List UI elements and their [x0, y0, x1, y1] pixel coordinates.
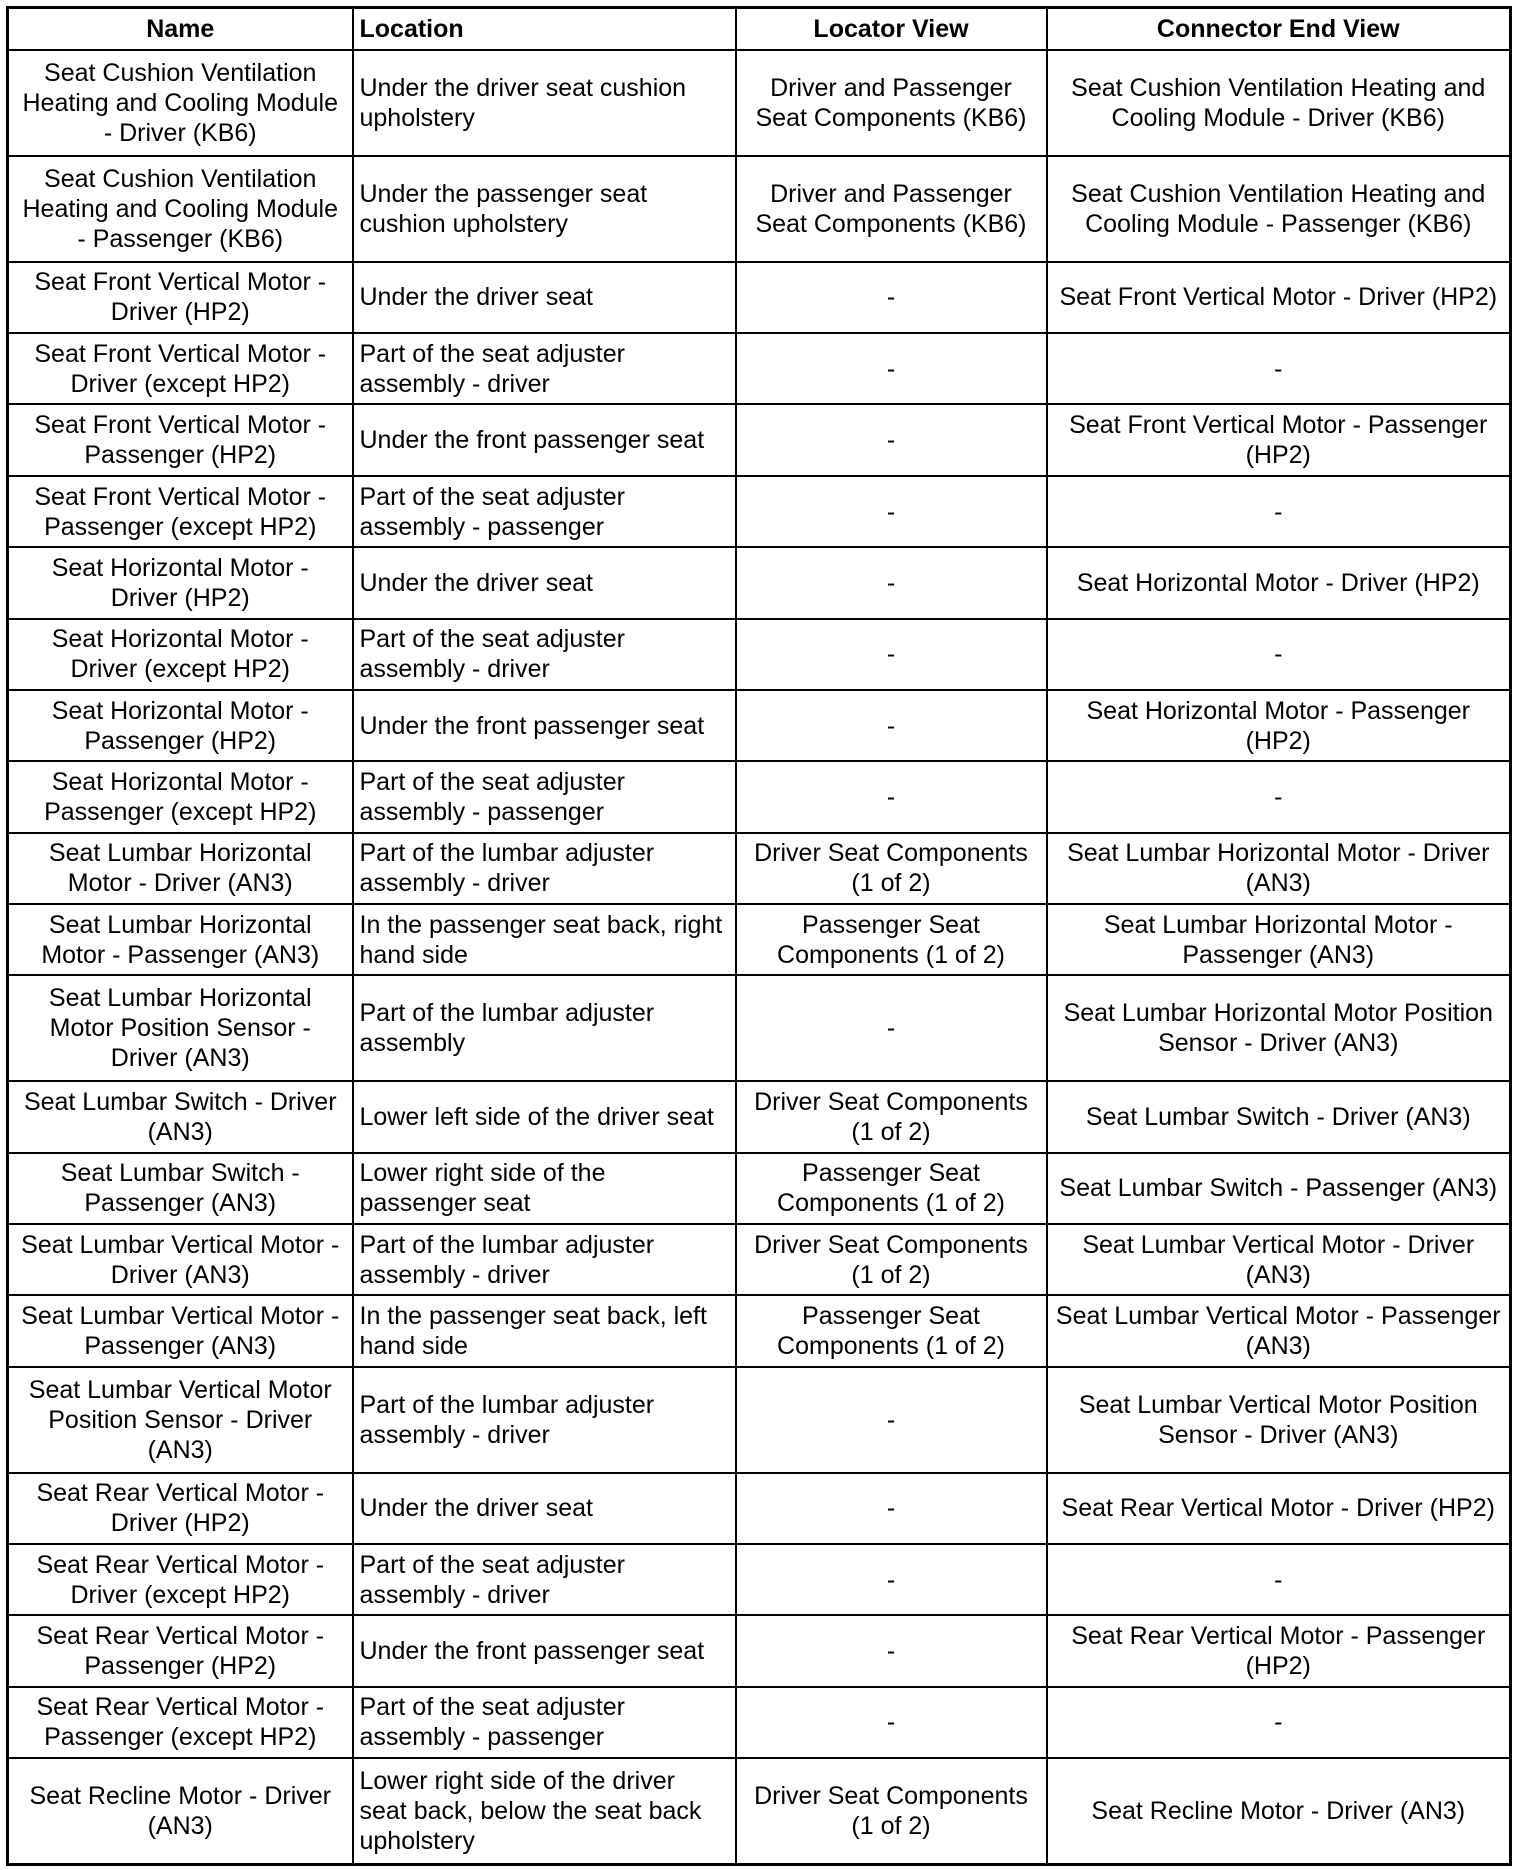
table-row [8, 690, 1511, 761]
cell-locator-view: - [736, 476, 1047, 547]
table-row [8, 761, 1511, 832]
cell-name: Seat Horizontal Motor - Passenger (HP2) [8, 690, 353, 761]
cell-locator-view: - [736, 690, 1047, 761]
cell-connector-end-view: Seat Recline Motor - Driver (AN3) [1047, 1758, 1511, 1865]
cell-location: Part of the lumbar adjuster assembly - driver [353, 833, 736, 904]
cell-name: Seat Lumbar Switch - Driver (AN3) [8, 1081, 353, 1152]
cell-name: Seat Lumbar Vertical Motor - Passenger (AN3) [8, 1295, 353, 1366]
cell-location: Under the front passenger seat [353, 690, 736, 761]
cell-locator-view: - [736, 619, 1047, 690]
component-locator-table [6, 6, 1512, 1866]
cell-locator-view: Driver and Passenger Seat Components (KB6) [736, 156, 1047, 262]
cell-location: Under the passenger seat cushion upholstery [353, 156, 736, 262]
cell-locator-view: - [736, 404, 1047, 475]
table-row [8, 1224, 1511, 1295]
cell-connector-end-view: Seat Lumbar Switch - Passenger (AN3) [1047, 1153, 1511, 1224]
cell-connector-end-view: Seat Cushion Ventilation Heating and Cooling Module - Passenger (KB6) [1047, 156, 1511, 262]
table-row [8, 262, 1511, 333]
cell-locator-view: Passenger Seat Components (1 of 2) [736, 1295, 1047, 1366]
cell-locator-view: Passenger Seat Components (1 of 2) [736, 904, 1047, 975]
cell-connector-end-view: - [1047, 1544, 1511, 1615]
cell-connector-end-view: Seat Front Vertical Motor - Passenger (HP2) [1047, 404, 1511, 475]
cell-locator-view: - [736, 975, 1047, 1081]
cell-name: Seat Rear Vertical Motor - Driver (HP2) [8, 1473, 353, 1544]
cell-connector-end-view: - [1047, 1687, 1511, 1758]
cell-locator-view: - [736, 1367, 1047, 1473]
cell-locator-view: Driver Seat Components (1 of 2) [736, 1758, 1047, 1865]
cell-location: In the passenger seat back, right hand side [353, 904, 736, 975]
cell-name: Seat Lumbar Horizontal Motor - Passenger (AN3) [8, 904, 353, 975]
table-row [8, 1544, 1511, 1615]
cell-connector-end-view: Seat Cushion Ventilation Heating and Cooling Module - Driver (KB6) [1047, 50, 1511, 156]
cell-location: Part of the lumbar adjuster assembly - driver [353, 1367, 736, 1473]
cell-location: Part of the lumbar adjuster assembly [353, 975, 736, 1081]
cell-name: Seat Lumbar Horizontal Motor Position Sensor - Driver (AN3) [8, 975, 353, 1081]
cell-connector-end-view: Seat Lumbar Vertical Motor Position Sensor - Driver (AN3) [1047, 1367, 1511, 1473]
cell-connector-end-view: Seat Front Vertical Motor - Driver (HP2) [1047, 262, 1511, 333]
cell-location: Under the front passenger seat [353, 1615, 736, 1686]
cell-location: In the passenger seat back, left hand side [353, 1295, 736, 1366]
cell-name: Seat Cushion Ventilation Heating and Cooling Module - Driver (KB6) [8, 50, 353, 156]
cell-connector-end-view: - [1047, 619, 1511, 690]
table-row [8, 50, 1511, 156]
cell-name: Seat Front Vertical Motor - Passenger (HP2) [8, 404, 353, 475]
table-row [8, 1153, 1511, 1224]
cell-location: Under the driver seat cushion upholstery [353, 50, 736, 156]
cell-location: Lower left side of the driver seat [353, 1081, 736, 1152]
table-row [8, 1295, 1511, 1366]
cell-name: Seat Front Vertical Motor - Passenger (except HP2) [8, 476, 353, 547]
table-row [8, 547, 1511, 618]
cell-connector-end-view: Seat Lumbar Vertical Motor - Driver (AN3) [1047, 1224, 1511, 1295]
cell-connector-end-view: Seat Lumbar Horizontal Motor - Passenger (AN3) [1047, 904, 1511, 975]
cell-locator-view: Driver Seat Components (1 of 2) [736, 833, 1047, 904]
header-connector-end-view: Connector End View [1047, 8, 1511, 51]
table-row [8, 476, 1511, 547]
cell-connector-end-view: - [1047, 761, 1511, 832]
cell-connector-end-view: Seat Lumbar Horizontal Motor - Driver (AN3) [1047, 833, 1511, 904]
cell-connector-end-view: Seat Lumbar Horizontal Motor Position Sensor - Driver (AN3) [1047, 975, 1511, 1081]
cell-name: Seat Lumbar Horizontal Motor - Driver (AN3) [8, 833, 353, 904]
cell-locator-view: - [736, 1544, 1047, 1615]
cell-location: Part of the seat adjuster assembly - passenger [353, 476, 736, 547]
cell-location: Lower right side of the passenger seat [353, 1153, 736, 1224]
table-row [8, 156, 1511, 262]
table-row [8, 1687, 1511, 1758]
cell-locator-view: Driver and Passenger Seat Components (KB6) [736, 50, 1047, 156]
table-row [8, 1758, 1511, 1865]
cell-name: Seat Recline Motor - Driver (AN3) [8, 1758, 353, 1865]
cell-locator-view: Passenger Seat Components (1 of 2) [736, 1153, 1047, 1224]
cell-name: Seat Horizontal Motor - Passenger (except HP2) [8, 761, 353, 832]
header-row [8, 8, 1511, 51]
cell-name: Seat Lumbar Vertical Motor - Driver (AN3) [8, 1224, 353, 1295]
cell-locator-view: Driver Seat Components (1 of 2) [736, 1224, 1047, 1295]
cell-name: Seat Rear Vertical Motor - Driver (except HP2) [8, 1544, 353, 1615]
cell-location: Under the front passenger seat [353, 404, 736, 475]
table-row [8, 1081, 1511, 1152]
cell-name: Seat Lumbar Vertical Motor Position Sensor - Driver (AN3) [8, 1367, 353, 1473]
table-row [8, 1615, 1511, 1686]
cell-connector-end-view: Seat Rear Vertical Motor - Driver (HP2) [1047, 1473, 1511, 1544]
cell-name: Seat Front Vertical Motor - Driver (except HP2) [8, 333, 353, 404]
cell-location: Lower right side of the driver seat back, below the seat back upholstery [353, 1758, 736, 1865]
cell-location: Part of the seat adjuster assembly - driver [353, 333, 736, 404]
cell-name: Seat Lumbar Switch - Passenger (AN3) [8, 1153, 353, 1224]
cell-location: Under the driver seat [353, 262, 736, 333]
cell-locator-view: - [736, 761, 1047, 832]
table-row [8, 904, 1511, 975]
header-location: Location [353, 8, 736, 51]
cell-location: Under the driver seat [353, 547, 736, 618]
cell-location: Part of the seat adjuster assembly - driver [353, 619, 736, 690]
cell-connector-end-view: - [1047, 476, 1511, 547]
cell-connector-end-view: Seat Horizontal Motor - Driver (HP2) [1047, 547, 1511, 618]
cell-locator-view: - [736, 1615, 1047, 1686]
cell-locator-view: Driver Seat Components (1 of 2) [736, 1081, 1047, 1152]
table-row [8, 404, 1511, 475]
cell-name: Seat Rear Vertical Motor - Passenger (HP2) [8, 1615, 353, 1686]
cell-location: Under the driver seat [353, 1473, 736, 1544]
cell-connector-end-view: - [1047, 333, 1511, 404]
cell-location: Part of the seat adjuster assembly - passenger [353, 1687, 736, 1758]
cell-locator-view: - [736, 1473, 1047, 1544]
cell-location: Part of the lumbar adjuster assembly - driver [353, 1224, 736, 1295]
cell-connector-end-view: Seat Lumbar Vertical Motor - Passenger (AN3) [1047, 1295, 1511, 1366]
table-header [8, 8, 1511, 51]
header-locator-view: Locator View [736, 8, 1047, 51]
cell-location: Part of the seat adjuster assembly - driver [353, 1544, 736, 1615]
table-row [8, 333, 1511, 404]
header-name: Name [8, 8, 353, 51]
cell-name: Seat Cushion Ventilation Heating and Cooling Module - Passenger (KB6) [8, 156, 353, 262]
cell-name: Seat Front Vertical Motor - Driver (HP2) [8, 262, 353, 333]
table-row [8, 833, 1511, 904]
table-row [8, 1367, 1511, 1473]
cell-locator-view: - [736, 333, 1047, 404]
cell-connector-end-view: Seat Rear Vertical Motor - Passenger (HP2) [1047, 1615, 1511, 1686]
cell-locator-view: - [736, 1687, 1047, 1758]
cell-name: Seat Rear Vertical Motor - Passenger (except HP2) [8, 1687, 353, 1758]
cell-locator-view: - [736, 262, 1047, 333]
table-row [8, 619, 1511, 690]
table-row [8, 1473, 1511, 1544]
cell-location: Part of the seat adjuster assembly - passenger [353, 761, 736, 832]
table-body [8, 50, 1511, 1865]
cell-name: Seat Horizontal Motor - Driver (except HP2) [8, 619, 353, 690]
cell-locator-view: - [736, 547, 1047, 618]
table-row [8, 975, 1511, 1081]
cell-connector-end-view: Seat Horizontal Motor - Passenger (HP2) [1047, 690, 1511, 761]
cell-connector-end-view: Seat Lumbar Switch - Driver (AN3) [1047, 1081, 1511, 1152]
cell-name: Seat Horizontal Motor - Driver (HP2) [8, 547, 353, 618]
